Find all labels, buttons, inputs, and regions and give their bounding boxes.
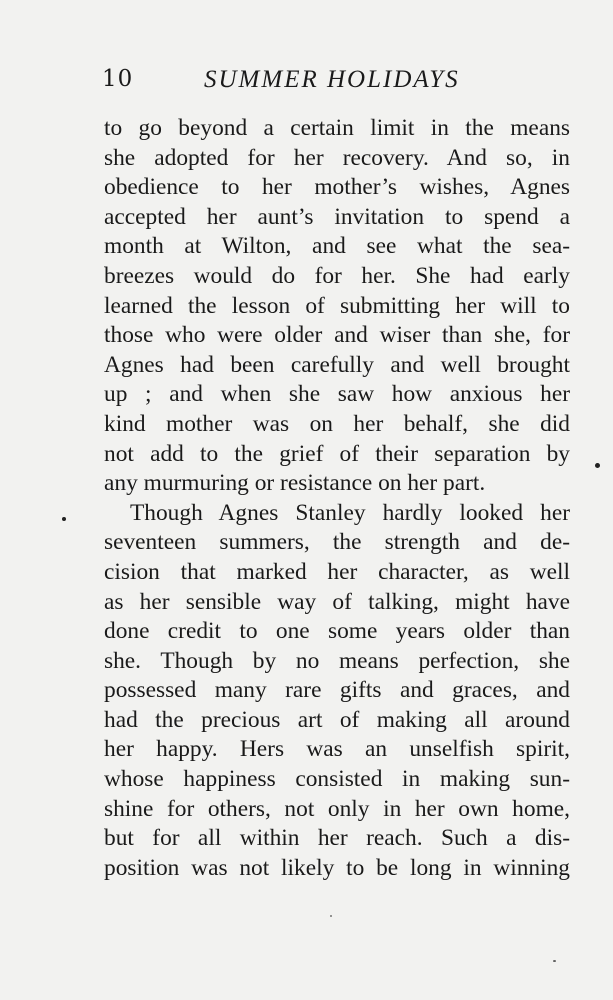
page-number: 10 xyxy=(102,66,134,92)
text-line: kind mother was on her behalf, she did xyxy=(104,410,570,437)
text-line: her happy. Hers was an unselfish spirit, xyxy=(104,736,570,763)
ink-speck xyxy=(595,463,600,468)
text-line: any murmuring or resistance on her part. xyxy=(104,470,486,497)
text-line: as her sensible way of talking, might have xyxy=(104,588,570,615)
text-line: whose happiness consisted in making sun- xyxy=(104,766,570,793)
text-line: learned the lesson of submitting her will to xyxy=(104,292,570,319)
text-line: Though Agnes Stanley hardly looked her xyxy=(130,499,570,526)
text-line: possessed many rare gifts and graces, and xyxy=(104,677,570,704)
text-line: up ; and when she saw how anxious her xyxy=(104,381,570,408)
text-line: accepted her aunt’s invitation to spend a xyxy=(104,203,570,230)
text-line: done credit to one some years older than xyxy=(104,618,570,645)
text-line: breezes would do for her. She had early xyxy=(104,262,570,289)
text-line: to go beyond a certain limit in the means xyxy=(104,115,570,141)
text-line: cision that marked her character, as well xyxy=(104,558,570,585)
text-line: but for all within her reach. Such a dis- xyxy=(104,825,570,852)
text-line: obedience to her mother’s wishes, Agnes xyxy=(104,174,570,201)
text-line: shine for others, not only in her own home, xyxy=(104,795,570,822)
text-line: not add to the grief of their separation by xyxy=(104,440,570,467)
body-text xyxy=(104,114,570,883)
page-header xyxy=(102,66,572,102)
ink-speck xyxy=(553,960,556,962)
text-line: month at Wilton, and see what the sea- xyxy=(104,233,570,260)
text-line: she adopted for her recovery. And so, in xyxy=(104,144,570,171)
ink-speck xyxy=(330,915,332,917)
running-title: SUMMER HOLIDAYS xyxy=(204,66,460,93)
text-line: had the precious art of making all around xyxy=(104,706,570,733)
text-line: she. Though by no means perfection, she xyxy=(104,647,570,674)
text-line: position was not likely to be long in winning xyxy=(104,854,570,881)
paragraph xyxy=(104,499,570,884)
text-line: those who were older and wiser than she, for xyxy=(104,322,570,349)
paragraph xyxy=(104,114,570,499)
text-line: Agnes had been carefully and well brought xyxy=(104,351,570,378)
text-line: seventeen summers, the strength and de- xyxy=(104,529,570,556)
ink-speck xyxy=(62,517,66,521)
